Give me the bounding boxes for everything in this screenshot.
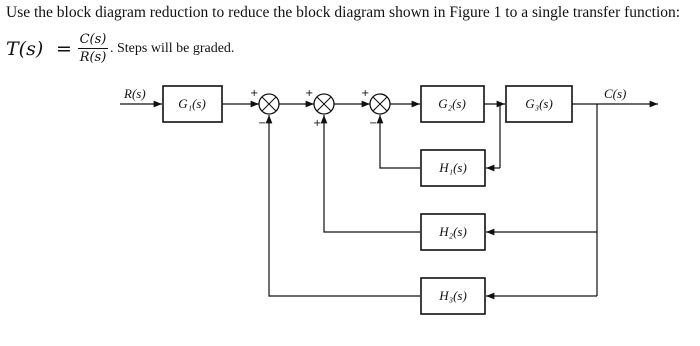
block-g1-label: G₁(s) bbox=[178, 96, 206, 111]
problem-statement: Use the block diagram reduction to reduce the block diagram shown in Figure 1 to a single transfer function: bbox=[6, 4, 681, 21]
summing-junction-2 bbox=[314, 94, 334, 114]
wire-h1-to-sj3 bbox=[380, 115, 420, 168]
wire-h2-to-sj2 bbox=[324, 115, 420, 232]
tf-numerator: C(s) bbox=[79, 32, 107, 47]
sj2-sign-top: + bbox=[305, 88, 314, 99]
block-h1-label: H₁(s) bbox=[439, 160, 467, 175]
sj1-sign-bottom: − bbox=[258, 118, 267, 129]
tf-instruction: . Steps will be graded. bbox=[110, 41, 235, 56]
sj3-sign-top: + bbox=[361, 88, 370, 99]
wire-h3-to-sj1 bbox=[269, 115, 420, 296]
tf-lhs: T(s) bbox=[6, 38, 44, 60]
tf-denominator: R(s) bbox=[79, 50, 107, 65]
summing-junction-1 bbox=[259, 94, 279, 114]
summing-junction-3 bbox=[370, 94, 390, 114]
output-label: C(s) bbox=[604, 86, 627, 101]
block-g2-label: G₂(s) bbox=[438, 96, 466, 111]
sj3-sign-bottom: − bbox=[369, 118, 378, 129]
sj1-sign-top: + bbox=[250, 88, 259, 99]
input-label: R(s) bbox=[124, 86, 146, 101]
block-h2-label: H₂(s) bbox=[439, 224, 467, 239]
tf-equals: = bbox=[56, 38, 72, 60]
block-g3-label: G₃(s) bbox=[525, 96, 553, 111]
block-h3-label: H₃(s) bbox=[439, 288, 467, 303]
sj2-sign-bottom: + bbox=[313, 118, 322, 129]
